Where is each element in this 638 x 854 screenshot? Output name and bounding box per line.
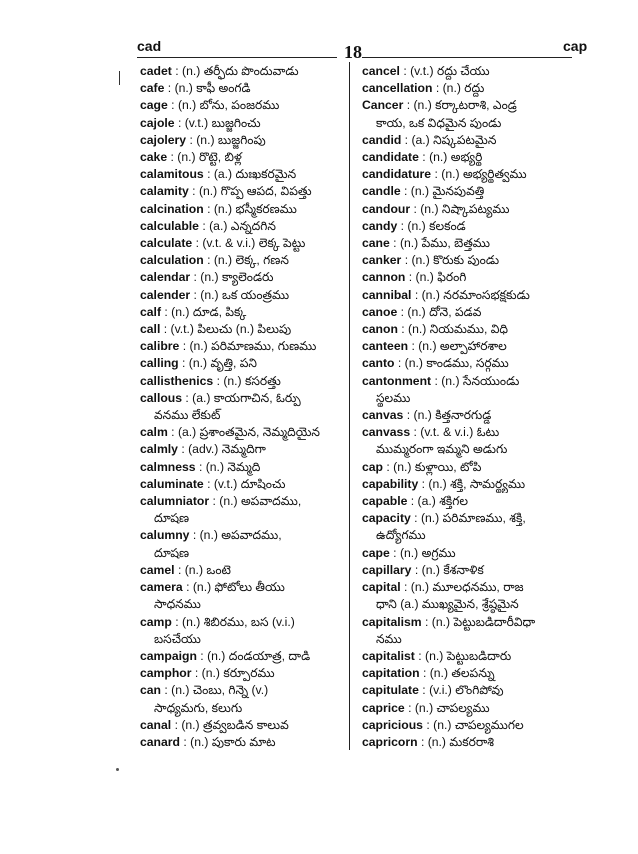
part-of-speech: : (n.)	[404, 580, 430, 595]
headword: capable	[362, 494, 408, 509]
telugu-meaning: నిష్కపటమైన	[433, 132, 497, 147]
entry-continuation: సాధ్యమగు, కలుగు	[154, 700, 243, 715]
header-rule-left	[137, 57, 337, 58]
part-of-speech: : (v.t.)	[207, 476, 238, 491]
dictionary-entry	[362, 424, 567, 441]
telugu-meaning: దూషించు	[240, 476, 286, 491]
dictionary-entry	[140, 579, 340, 596]
telugu-meaning: రొట్టె, బిళ్ల	[198, 150, 242, 165]
telugu-meaning: గొప్ప ఆపద, విపత్తు	[220, 184, 312, 199]
part-of-speech: : (a.)	[404, 132, 430, 147]
headword: calmness	[140, 459, 196, 474]
headword: cane	[362, 236, 390, 251]
dictionary-entry	[140, 132, 340, 149]
part-of-speech: : (n.)	[426, 717, 452, 732]
headword: calamitous	[140, 167, 204, 182]
telugu-meaning: భస్మీకరణము	[235, 201, 297, 216]
headword: candid	[362, 132, 402, 147]
headword: callous	[140, 390, 182, 405]
dictionary-entry	[140, 665, 340, 682]
part-of-speech: : (n.)	[182, 356, 208, 371]
dictionary-entry	[362, 510, 567, 527]
headword: caluminate	[140, 476, 204, 491]
dictionary-entry	[140, 459, 340, 476]
headword: camphor	[140, 666, 192, 681]
headword: calcination	[140, 201, 204, 216]
telugu-meaning: ఫోటోలు తీయు	[214, 580, 285, 595]
part-of-speech: : (adv.)	[181, 442, 219, 457]
part-of-speech: : (n.)	[167, 81, 193, 96]
part-of-speech: : (n.)	[186, 580, 212, 595]
part-of-speech: : (v.t.)	[163, 322, 194, 337]
part-of-speech: : (n.)	[393, 236, 419, 251]
headword: capacity	[362, 511, 411, 526]
dictionary-entry	[140, 235, 340, 252]
headword: canker	[362, 253, 402, 268]
dictionary-entry	[362, 665, 567, 682]
telugu-meaning: పెట్టుబడిదారీవిధా	[453, 614, 536, 629]
part-of-speech: : (n.)	[421, 476, 447, 491]
headword: caprice	[362, 700, 405, 715]
headword: cape	[362, 545, 390, 560]
telugu-meaning: కర్పూరము	[223, 666, 275, 681]
telugu-meaning: కాఫీ అంగడి	[196, 81, 251, 96]
telugu-meaning: ఒక యంత్రము	[221, 287, 290, 302]
telugu-meaning: నిష్కాపట్యము	[441, 201, 510, 216]
telugu-meaning: క్యాలెండరు	[221, 270, 274, 285]
dictionary-entry	[362, 149, 567, 166]
telugu-meaning: దూడ, పిక్క	[192, 304, 247, 319]
part-of-speech: : (n.)	[193, 287, 219, 302]
part-of-speech: : (n.)	[422, 150, 448, 165]
telugu-meaning: బుజ్జగింపు	[217, 132, 266, 147]
part-of-speech: : (n.)	[435, 81, 461, 96]
headword: cake	[140, 150, 168, 165]
headword: canon	[362, 322, 398, 337]
telugu-meaning: చెంబు, గిన్నె (v.)	[192, 683, 269, 698]
telugu-meaning: అపవాదము,	[240, 494, 302, 509]
telugu-meaning: పెట్టుబడిదారు	[446, 648, 512, 663]
header-left-guide-word: cad	[137, 38, 162, 54]
dictionary-entry	[140, 287, 340, 304]
telugu-meaning: కొరుకు పుండు	[433, 253, 500, 268]
dictionary-entry	[140, 269, 340, 286]
headword: calumny	[140, 528, 190, 543]
telugu-meaning: దుఃఖకరమైన	[235, 167, 297, 182]
telugu-meaning: ఫిరంగి	[437, 270, 467, 285]
entry-continuation: దూషణ	[154, 511, 190, 526]
telugu-meaning: తలపన్ను	[451, 666, 495, 681]
dictionary-entry	[140, 734, 340, 751]
entry-continuation: ముమ్మరంగా ఇమ్మని అడుగు	[376, 442, 508, 457]
part-of-speech: : (n.)	[404, 253, 430, 268]
part-of-speech: : (n.)	[189, 132, 215, 147]
telugu-meaning: మకరరాశి	[449, 734, 494, 749]
telugu-meaning: శిబిరము, బస (v.i.)	[203, 614, 295, 629]
telugu-meaning: కాండము, సర్గము	[426, 356, 509, 371]
telugu-meaning: చాపల్యము	[436, 700, 490, 715]
part-of-speech: : (v.t.)	[403, 64, 434, 78]
headword: capitulate	[362, 683, 419, 698]
dictionary-entry	[362, 579, 567, 596]
dictionary-entry	[362, 304, 567, 321]
dictionary-entry	[140, 562, 340, 579]
telugu-meaning: అగ్రము	[421, 545, 456, 560]
telugu-meaning: శక్తిగల	[439, 494, 469, 509]
part-of-speech: : (n.)	[212, 494, 238, 509]
headword: calm	[140, 425, 168, 440]
dictionary-entry	[140, 80, 340, 97]
part-of-speech: : (n.)	[413, 201, 439, 216]
dictionary-entry	[140, 527, 340, 544]
telugu-meaning: దోనె, పడవ	[429, 304, 482, 319]
dictionary-entry	[362, 648, 567, 665]
headword: candy	[362, 218, 398, 233]
dictionary-entry	[140, 304, 340, 321]
headword: canvass	[362, 425, 411, 440]
telugu-meaning: లెక్క పెట్టు	[258, 236, 306, 251]
telugu-meaning: నెమ్మది	[227, 459, 261, 474]
dictionary-entry	[362, 166, 567, 183]
part-of-speech: : (n.)	[400, 218, 426, 233]
page-number: 18	[344, 42, 362, 62]
headword: calculable	[140, 218, 199, 233]
telugu-meaning: అభ్యర్థిత్వము	[462, 167, 527, 182]
dictionary-entry	[140, 321, 340, 338]
headword: campaign	[140, 648, 197, 663]
telugu-meaning: చాపల్యముగల	[454, 717, 524, 732]
part-of-speech: : (a.)	[202, 218, 228, 233]
part-of-speech: : (n.)	[397, 356, 423, 371]
telugu-meaning: వృత్తి, పని	[210, 356, 257, 371]
telugu-meaning: నియమము, విధి	[429, 322, 509, 337]
dictionary-entry	[140, 614, 340, 631]
telugu-meaning: బుజ్జగించు	[211, 115, 261, 130]
headword: can	[140, 683, 162, 698]
telugu-meaning: శక్తి, సామర్థ్యము	[450, 476, 526, 491]
dictionary-entry	[140, 717, 340, 734]
dictionary-entry	[362, 476, 567, 493]
dictionary-entry	[140, 338, 340, 355]
dictionary-entry	[140, 441, 340, 458]
dictionary-entry	[140, 493, 340, 510]
part-of-speech: : (n.)	[434, 373, 460, 388]
part-of-speech: : (n.)	[207, 253, 233, 268]
part-of-speech: : (n.)	[171, 98, 197, 113]
dictionary-entry	[140, 149, 340, 166]
telugu-meaning: సేనయుండు	[462, 373, 520, 388]
part-of-speech: : (n.)	[404, 184, 430, 199]
telugu-meaning: లొంగిపోవు	[455, 683, 504, 698]
part-of-speech: : (n.)	[183, 734, 209, 749]
telugu-meaning: కసరత్తు	[245, 373, 281, 388]
headword: capitation	[362, 666, 420, 681]
margin-tick	[119, 71, 120, 85]
telugu-meaning: నెమ్మదిగా	[221, 442, 266, 457]
telugu-meaning: అభ్యర్థి	[450, 150, 483, 165]
part-of-speech: : (v.t.)	[177, 115, 209, 130]
telugu-meaning: మైనపువత్తి	[432, 184, 485, 199]
dictionary-entry	[140, 63, 340, 80]
telugu-meaning: మూలధనము, రాజ	[432, 580, 524, 595]
headword: calf	[140, 304, 162, 319]
dictionary-entry	[140, 183, 340, 200]
part-of-speech: : (n.)	[414, 511, 440, 526]
part-of-speech: : (n.)	[418, 648, 444, 663]
telugu-meaning: పేము, బెత్తము	[421, 236, 490, 251]
telugu-meaning: ప్రశాంతమైన, నెమ్మదియైన	[199, 425, 320, 440]
part-of-speech: : (n.)	[216, 373, 242, 388]
dictionary-entry	[362, 80, 567, 97]
headword: call	[140, 322, 161, 337]
headword: canal	[140, 717, 172, 732]
telugu-meaning: అల్పాహారశాల	[439, 339, 507, 354]
headword: calumniator	[140, 494, 210, 509]
telugu-meaning: దండయాత్ర, దాడి	[228, 648, 311, 663]
part-of-speech: : (n.)	[174, 717, 200, 732]
entry-continuation: వనము లేకుట్	[154, 408, 221, 423]
telugu-meaning: కాయగాచిన, ఓర్పు	[213, 390, 301, 405]
headword: candle	[362, 184, 401, 199]
left-entry-column	[140, 63, 340, 751]
dictionary-entry	[362, 97, 567, 114]
entry-continuation: స్థలము	[376, 390, 411, 405]
dictionary-entry	[362, 218, 567, 235]
part-of-speech: : (n.)	[393, 545, 419, 560]
part-of-speech: : (n.)	[406, 98, 432, 113]
dictionary-entry	[140, 97, 340, 114]
telugu-meaning: కుళ్లాయి, టోపి	[414, 459, 482, 474]
part-of-speech: : (n.)	[164, 304, 190, 319]
dictionary-entry	[362, 373, 567, 390]
telugu-meaning: పరిమాణము, శక్తి,	[442, 511, 526, 526]
telugu-meaning: కర్కాటరాశి, ఎండ్ర	[435, 98, 517, 113]
headword: calendar	[140, 270, 191, 285]
part-of-speech: : (n.)	[411, 339, 437, 354]
telugu-meaning: పిలుచు (n.) పిలుపు	[197, 322, 292, 337]
part-of-speech: : (n.)	[408, 270, 434, 285]
part-of-speech: : (a.)	[171, 425, 197, 440]
telugu-meaning: పరిమాణము, గుణము	[211, 339, 317, 354]
dictionary-entry	[362, 493, 567, 510]
dictionary-entry	[140, 218, 340, 235]
headword: calling	[140, 356, 179, 371]
headword: capital	[362, 580, 401, 595]
part-of-speech: : (n.)	[182, 339, 208, 354]
part-of-speech: : (n.)	[194, 666, 220, 681]
part-of-speech: : (n.)	[192, 528, 218, 543]
headword: cannon	[362, 270, 406, 285]
dictionary-entry	[140, 115, 340, 132]
part-of-speech: : (n.)	[164, 683, 190, 698]
headword: camera	[140, 580, 183, 595]
telugu-meaning: తర్ఫీదు పొందువాడు	[203, 64, 299, 78]
headword: cancellation	[362, 81, 433, 96]
dictionary-entry	[362, 338, 567, 355]
part-of-speech: : (n.)	[434, 167, 460, 182]
part-of-speech: : (a.)	[207, 167, 233, 182]
telugu-meaning: పుకారు మాట	[211, 734, 276, 749]
dictionary-entry	[140, 355, 340, 372]
headword: cadet	[140, 64, 172, 78]
scan-speck	[116, 768, 119, 771]
header-rule-right	[362, 57, 572, 58]
part-of-speech: : (a.)	[410, 494, 436, 509]
telugu-meaning: కేశనాళిక	[443, 562, 484, 577]
headword: canteen	[362, 339, 409, 354]
headword: camel	[140, 562, 175, 577]
part-of-speech: : (n.)	[406, 408, 432, 423]
dictionary-entry	[362, 717, 567, 734]
headword: cantonment	[362, 373, 432, 388]
telugu-meaning: లెక్క, గణన	[235, 253, 289, 268]
header-right-guide-word: cap	[563, 38, 588, 54]
entry-continuation: ఉద్యోగము	[376, 528, 426, 543]
headword: capability	[362, 476, 419, 491]
dictionary-entry	[140, 682, 340, 699]
headword: capricorn	[362, 734, 418, 749]
part-of-speech: : (n.)	[175, 64, 201, 78]
telugu-meaning: ఓటు	[476, 425, 500, 440]
dictionary-entry	[362, 235, 567, 252]
dictionary-entry	[362, 269, 567, 286]
telugu-meaning: నరమాంసభక్షకుడు	[443, 287, 530, 302]
headword: cannibal	[362, 287, 412, 302]
part-of-speech: : (n.)	[175, 614, 201, 629]
headword: camp	[140, 614, 172, 629]
headword: candidate	[362, 150, 419, 165]
dictionary-entry	[140, 201, 340, 218]
telugu-meaning: ఎన్నదగిన	[230, 218, 276, 233]
dictionary-entry	[362, 355, 567, 372]
headword: calculation	[140, 253, 204, 268]
telugu-meaning: కిత్తనారగుడ్డ	[435, 408, 492, 423]
headword: cajolery	[140, 132, 187, 147]
headword: cancel	[362, 64, 400, 78]
dictionary-entry	[140, 373, 340, 390]
headword: cafe	[140, 81, 165, 96]
entry-continuation: సాధనము	[154, 597, 201, 612]
part-of-speech: : (n.)	[198, 459, 225, 474]
dictionary-entry	[362, 287, 567, 304]
telugu-meaning: రద్దు	[464, 81, 485, 96]
headword: calibre	[140, 339, 180, 354]
part-of-speech: : (n.)	[420, 734, 446, 749]
entry-continuation: కాయ, ఒక విధమైన పుండు	[376, 115, 502, 130]
entry-continuation: ధాని (a.) ముఖ్యమైన, శ్రేష్ఠమైన	[376, 597, 519, 612]
entry-continuation: బసచేయు	[154, 631, 201, 646]
part-of-speech: : (n.)	[386, 459, 412, 474]
dictionary-entry	[362, 183, 567, 200]
dictionary-entry	[362, 562, 567, 579]
telugu-meaning: త్రవ్వబడిన కాలువ	[203, 717, 289, 732]
part-of-speech: : (n.)	[425, 614, 451, 629]
dictionary-entry	[362, 252, 567, 269]
headword: capricious	[362, 717, 423, 732]
dictionary-entry	[140, 424, 340, 441]
part-of-speech: : (a.)	[185, 390, 211, 405]
dictionary-entry	[362, 545, 567, 562]
dictionary-entry	[362, 459, 567, 476]
headword: candidature	[362, 167, 432, 182]
headword: canoe	[362, 304, 398, 319]
dictionary-entry	[362, 63, 567, 80]
headword: cage	[140, 98, 168, 113]
part-of-speech: : (v.t. & v.i.)	[195, 236, 256, 251]
dictionary-entry	[362, 407, 567, 424]
headword: canvas	[362, 408, 404, 423]
headword: cap	[362, 459, 384, 474]
part-of-speech: : (n.)	[192, 184, 218, 199]
headword: cajole	[140, 115, 175, 130]
part-of-speech: : (n.)	[200, 648, 226, 663]
headword: capitalism	[362, 614, 422, 629]
part-of-speech: : (v.i.)	[422, 683, 452, 698]
dictionary-entry	[362, 321, 567, 338]
headword: calamity	[140, 184, 189, 199]
right-entry-column	[362, 63, 567, 751]
part-of-speech: : (n.)	[207, 201, 233, 216]
part-of-speech: : (n.)	[193, 270, 219, 285]
headword: calmly	[140, 442, 178, 457]
telugu-meaning: బోను, పంజరము	[199, 98, 280, 113]
telugu-meaning: ఒంటె	[206, 562, 231, 577]
dictionary-entry	[140, 390, 340, 407]
part-of-speech: : (n.)	[401, 322, 427, 337]
part-of-speech: : (n.)	[177, 562, 204, 577]
dictionary-entry	[362, 734, 567, 751]
telugu-meaning: కలకండ	[429, 218, 466, 233]
headword: candour	[362, 201, 411, 216]
dictionary-entry	[140, 648, 340, 665]
part-of-speech: : (n.)	[422, 666, 449, 681]
dictionary-entry	[362, 700, 567, 717]
dictionary-entry	[140, 166, 340, 183]
dictionary-entry	[362, 201, 567, 218]
dictionary-entry	[362, 682, 567, 699]
headword: calculate	[140, 236, 193, 251]
part-of-speech: : (n.)	[414, 562, 440, 577]
part-of-speech: : (n.)	[400, 304, 426, 319]
part-of-speech: : (n.)	[414, 287, 440, 302]
headword: canto	[362, 356, 395, 371]
entry-continuation: దూషణ	[154, 545, 190, 560]
part-of-speech: : (n.)	[170, 150, 196, 165]
telugu-meaning: అపవాదము,	[221, 528, 282, 543]
headword: canard	[140, 734, 180, 749]
dictionary-entry	[362, 614, 567, 631]
headword: capitalist	[362, 648, 415, 663]
part-of-speech: : (v.t. & v.i.)	[413, 425, 474, 440]
headword: callisthenics	[140, 373, 214, 388]
dictionary-entry	[140, 252, 340, 269]
dictionary-entry	[362, 132, 567, 149]
column-divider	[349, 62, 350, 750]
part-of-speech: : (n.)	[408, 700, 434, 715]
headword: calender	[140, 287, 191, 302]
dictionary-entry	[140, 476, 340, 493]
headword: Cancer	[362, 98, 404, 113]
entry-continuation: నము	[376, 631, 402, 646]
headword: capillary	[362, 562, 412, 577]
telugu-meaning: రద్దు చేయు	[436, 64, 490, 78]
